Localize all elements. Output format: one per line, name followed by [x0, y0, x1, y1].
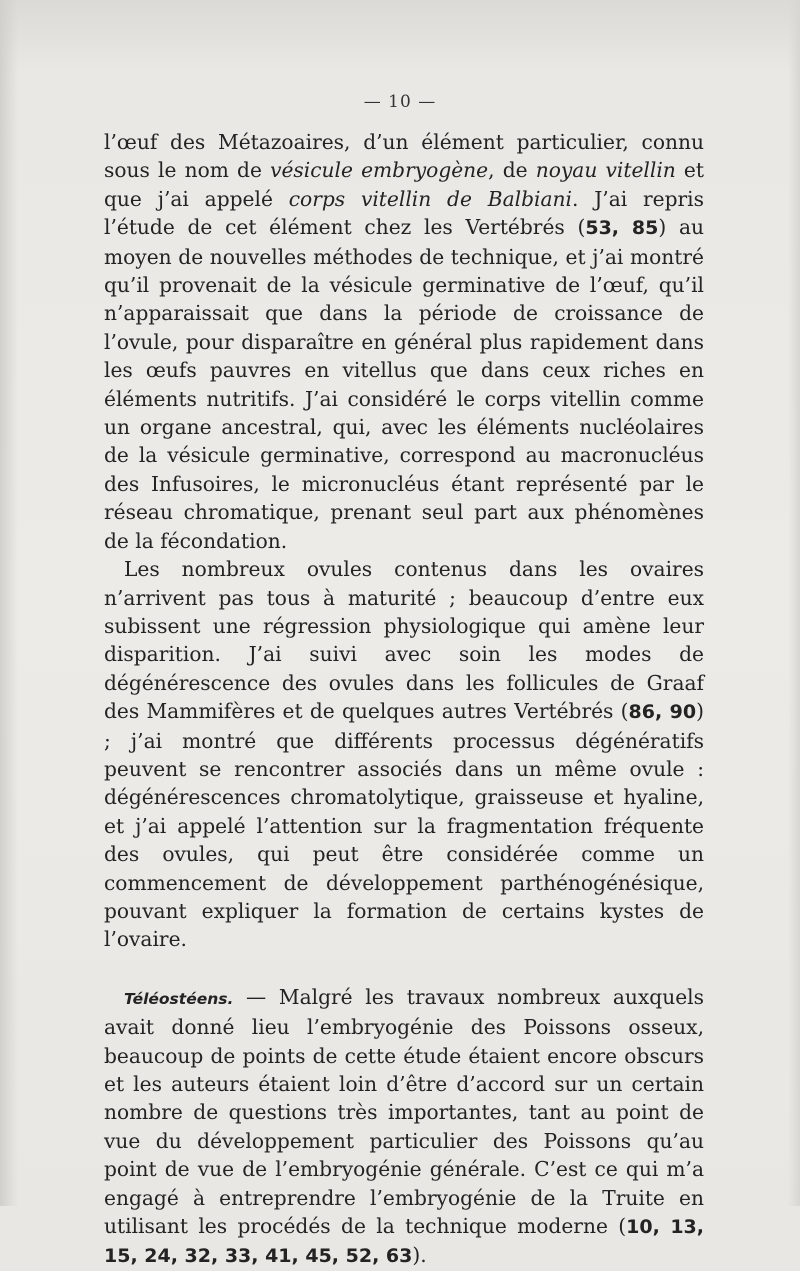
term-noyau-vitellin: noyau vitellin [535, 158, 676, 183]
body-text [104, 128, 704, 1271]
paragraph-1-text-3: et que j’ai appelé [104, 158, 704, 211]
reference-numbers: 10, 13, 15, 24, 32, 33, 41, 45, 52, 63 [104, 1216, 704, 1268]
page-edge-shadow [788, 0, 800, 1206]
page-binding-shadow [0, 0, 18, 1206]
paragraph-1-text-5: ) au moyen de nouvelles méthodes de technique, et j’ai montré qu’il provenait de la vésicule germinative de l’œuf, qu’il n’apparaissait que dans la période de croissance de l’ovule, pour disparaître en général plus rapidement dans les œufs pauvres en vitellus que dans ceux riches en éléments nutritifs. J’ai considéré le corps vitellin comme un organe ancestral, qui, avec les éléments nucléolaires de la vésicule germinative, correspond au macronucléus des Infusoires, le micronucléus étant représenté par le réseau chromatique, prenant seul part aux phénomènes de la fécondation. [104, 215, 704, 553]
paragraph-2-text-1: Les nombreux ovules contenus dans les ovaires n’arrivent pas tous à maturité ; beaucoup d’entre eux subissent une régression physiologique qui amène leur disparition. J’ai suivi avec soin les modes de dégénérescence des ovules dans les follicules de Graaf des Mammifères et de quelques autres Vertébrés ( [104, 557, 704, 724]
paragraph-1 [104, 128, 704, 555]
term-vesicule-embryogene: vésicule embryogène [270, 158, 489, 183]
paragraph-2-text-2: ) ; j’ai montré que différents processus dégénératifs peuvent se rencontrer associés dans un même ovule : dégénérescences chromatolytique, graisseuse et hyaline, et j’ai appelé l’attention sur la fragmentation fréquente des ovules, qui peut être considérée comme un commencement de développement parthénogénésique, pouvant expliquer la formation de certains kystes de l’ovaire. [104, 699, 704, 952]
section-heading-teleosteens: Téléostéens. [124, 989, 234, 1008]
paragraph-3-text-2: ). [412, 1243, 427, 1268]
term-corps-vitellin: corps vitellin de Balbiani [288, 186, 572, 211]
paragraph-3-text-1: — Malgré les travaux nombreux auxquels avait donné lieu l’embryogénie des Poissons osseux, beaucoup de points de cette étude étaient encore obscurs et les auteurs étaient loin d’être d’accord sur un certain nombre de questions très importantes, tant au point de vue du développement particulier des Poissons qu’au point de vue de l’embryogénie générale. C’est ce qui m’a engagé à entreprendre l’embryogénie de la Truite en utilisant les procédés de la technique moderne ( [104, 984, 704, 1239]
paragraph-1-text-2: , de [488, 158, 536, 183]
paragraph-3 [104, 983, 704, 1271]
paragraph-1-text-1: l’œuf des Métazoaires, d’un élément particulier, connu sous le nom de [104, 130, 704, 183]
page-number: — 10 — [363, 92, 437, 112]
paragraph-2 [104, 555, 704, 954]
reference-numbers: 86, 90 [628, 701, 697, 724]
reference-numbers: 53, 85 [585, 217, 659, 240]
paragraph-1-text-4: . J’ai repris l’étude de cet élément chez les Vertébrés ( [104, 186, 704, 240]
